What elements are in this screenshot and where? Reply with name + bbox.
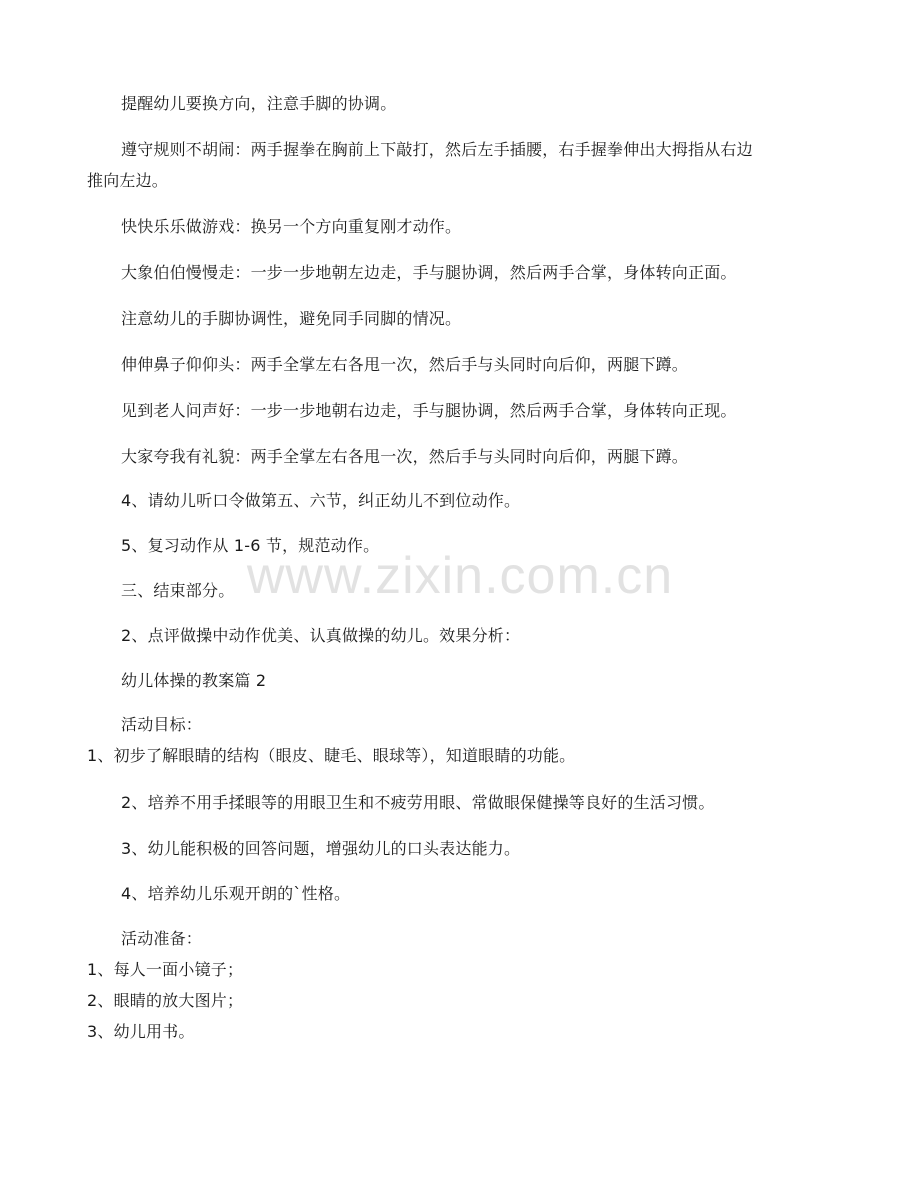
paragraph-game: 快快乐乐做游戏：换另一个方向重复刚才动作。 [121, 217, 462, 236]
paragraph-ending: 三、结束部分。 [121, 581, 235, 600]
watermark: www.zixin.com.cn [246, 547, 674, 605]
paragraph-rules-line2: 推向左边。 [87, 171, 169, 190]
paragraph-elder: 见到老人问声好：一步一步地朝右边走，手与腿协调，然后两手合掌，身体转向正现。 [121, 401, 737, 420]
goal-item-4: 4、培养幼儿乐观开朗的`性格。 [121, 884, 351, 903]
goals-heading: 活动目标： [121, 715, 203, 734]
goal-item-1: 1、初步了解眼睛的结构（眼皮、睫毛、眼球等），知道眼睛的功能。 [87, 746, 576, 765]
prep-heading: 活动准备： [121, 929, 203, 948]
paragraph-step4: 4、请幼儿听口令做第五、六节，纠正幼儿不到位动作。 [121, 491, 521, 510]
prep-item-3: 3、幼儿用书。 [87, 1022, 195, 1041]
paragraph-polite: 大家夸我有礼貌：两手全掌左右各甩一次，然后手与头同时向后仰，两腿下蹲。 [121, 447, 689, 466]
goal-item-2: 2、培养不用手揉眼等的用眼卫生和不疲劳用眼、常做眼保健操等良好的生活习惯。 [121, 793, 715, 812]
section-heading: 幼儿体操的教案篇 2 [121, 671, 267, 690]
paragraph-coordination: 注意幼儿的手脚协调性，避免同手同脚的情况。 [121, 309, 462, 328]
prep-item-1: 1、每人一面小镜子； [87, 960, 244, 979]
paragraph-elephant: 大象伯伯慢慢走：一步一步地朝左边走，手与腿协调，然后两手合掌，身体转向正面。 [121, 263, 737, 282]
paragraph-step5: 5、复习动作从 1-6 节，规范动作。 [121, 536, 380, 555]
paragraph-reminder: 提醒幼儿要换方向，注意手脚的协调。 [121, 94, 397, 113]
paragraph-rules-line1: 遵守规则不胡闹：两手握拳在胸前上下敲打，然后左手插腰，右手握拳伸出大拇指从右边 [121, 140, 753, 159]
goal-item-3: 3、幼儿能积极的回答问题，增强幼儿的口头表达能力。 [121, 839, 521, 858]
prep-item-2: 2、眼睛的放大图片； [87, 991, 244, 1010]
paragraph-nose: 伸伸鼻子仰仰头：两手全掌左右各甩一次，然后手与头同时向后仰，两腿下蹲。 [121, 355, 689, 374]
paragraph-review: 2、点评做操中动作优美、认真做操的幼儿。效果分析： [121, 626, 521, 645]
